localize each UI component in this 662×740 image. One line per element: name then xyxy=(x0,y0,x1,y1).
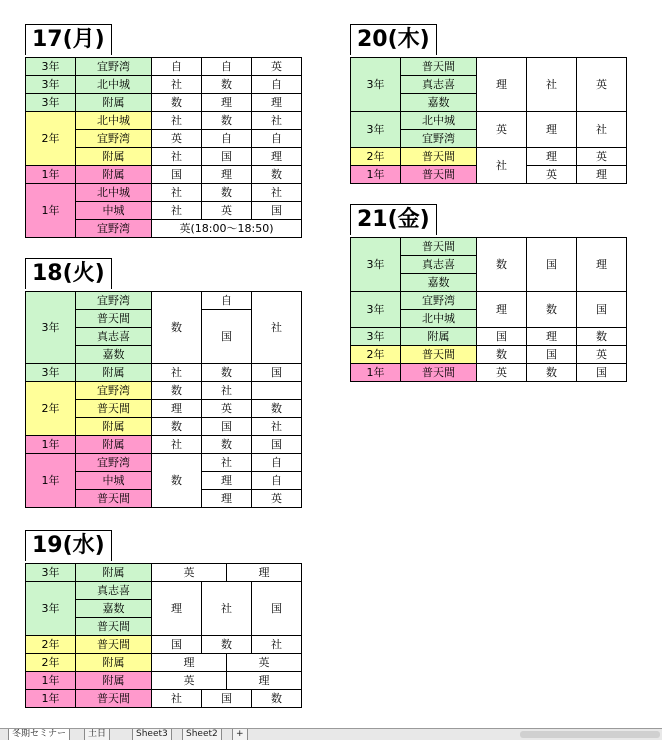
subject-cell[interactable]: 理 xyxy=(152,654,227,672)
subject-cell[interactable]: 社 xyxy=(252,418,302,436)
grade-cell[interactable]: 3年 xyxy=(351,328,401,346)
subject-cell[interactable]: 社 xyxy=(252,292,302,364)
day-title-fri: 21(金) xyxy=(350,204,437,235)
subject-cell[interactable]: 社 xyxy=(477,148,527,184)
grade-cell[interactable]: 3年 xyxy=(26,564,76,582)
subject-cell[interactable]: 理 xyxy=(202,166,252,184)
table-row xyxy=(351,112,627,130)
day-title-wed: 19(水) xyxy=(25,530,112,561)
grade-cell[interactable]: 1年 xyxy=(26,454,76,508)
subject-cell[interactable]: 英 xyxy=(202,400,252,418)
subject-cell[interactable]: 国 xyxy=(252,364,302,382)
grade-cell[interactable]: 2年 xyxy=(351,148,401,166)
subject-cell[interactable]: 社 xyxy=(202,582,252,636)
grade-cell[interactable]: 3年 xyxy=(351,238,401,292)
grade-cell[interactable]: 3年 xyxy=(26,582,76,636)
subject-cell[interactable]: 国 xyxy=(202,148,252,166)
subject-cell[interactable]: 国 xyxy=(202,690,252,708)
school-cell[interactable]: 北中城 xyxy=(76,184,152,202)
subject-cell[interactable] xyxy=(252,382,302,400)
subject-cell[interactable]: 理 xyxy=(227,672,302,690)
subject-cell[interactable]: 社 xyxy=(252,636,302,654)
subject-cell[interactable]: 社 xyxy=(152,690,202,708)
grade-cell[interactable]: 1年 xyxy=(26,166,76,184)
subject-cell[interactable]: 英 xyxy=(252,490,302,508)
day-title-mon: 17(月) xyxy=(25,24,112,55)
subject-cell[interactable]: 数 xyxy=(152,292,202,364)
grade-cell[interactable]: 3年 xyxy=(26,292,76,364)
school-cell[interactable]: 普天間 xyxy=(401,364,477,382)
school-cell[interactable]: 附属 xyxy=(76,672,152,690)
subject-cell[interactable]: 社 xyxy=(152,436,202,454)
subject-cell[interactable]: 英 xyxy=(227,654,302,672)
subject-cell[interactable]: 理 xyxy=(577,166,627,184)
grade-cell[interactable]: 1年 xyxy=(26,672,76,690)
subject-cell[interactable]: 英 xyxy=(202,202,252,220)
subject-cell[interactable]: 社 xyxy=(527,58,577,112)
school-cell[interactable]: 嘉数 xyxy=(76,600,152,618)
grade-cell[interactable]: 3年 xyxy=(351,292,401,328)
sheet-tab-sheet3[interactable]: Sheet3 xyxy=(132,729,172,740)
subject-cell[interactable]: 国 xyxy=(152,166,202,184)
school-cell[interactable]: 附属 xyxy=(76,436,152,454)
table-row xyxy=(26,184,302,202)
subject-cell[interactable]: 国 xyxy=(577,292,627,328)
grade-cell[interactable]: 3年 xyxy=(26,58,76,76)
sheet-tab-weekend[interactable]: 土日 xyxy=(84,729,110,740)
subject-cell[interactable]: 理 xyxy=(477,58,527,112)
schedule-table-fri xyxy=(350,237,627,382)
table-row xyxy=(351,292,627,310)
grade-cell[interactable]: 1年 xyxy=(26,436,76,454)
subject-cell[interactable]: 国 xyxy=(252,582,302,636)
subject-cell[interactable]: 数 xyxy=(527,364,577,382)
school-cell[interactable]: 附属 xyxy=(76,148,152,166)
subject-cell[interactable]: 英 xyxy=(152,672,227,690)
subject-cell[interactable]: 社 xyxy=(252,184,302,202)
subject-cell[interactable]: 社 xyxy=(152,76,202,94)
school-cell[interactable]: 普天間 xyxy=(76,690,152,708)
sheet-tab-winter-seminar[interactable]: 冬期セミナー xyxy=(8,729,70,740)
grade-cell[interactable]: 3年 xyxy=(26,94,76,112)
subject-cell[interactable]: 社 xyxy=(202,382,252,400)
subject-cell[interactable]: 理 xyxy=(227,564,302,582)
subject-cell[interactable]: 理 xyxy=(527,112,577,148)
school-cell[interactable]: 宜野湾 xyxy=(76,382,152,400)
school-cell[interactable]: 普天間 xyxy=(401,166,477,184)
table-row xyxy=(26,636,302,654)
school-cell[interactable]: 普天間 xyxy=(401,148,477,166)
table-row xyxy=(26,436,302,454)
subject-cell[interactable]: 社 xyxy=(152,148,202,166)
table-row xyxy=(26,690,302,708)
table-row xyxy=(26,58,302,76)
subject-cell[interactable]: 数 xyxy=(202,112,252,130)
subject-cell[interactable]: 英 xyxy=(577,58,627,112)
school-cell[interactable]: 真志喜 xyxy=(401,76,477,94)
sheet-tab-bar xyxy=(0,728,662,740)
school-cell[interactable]: 真志喜 xyxy=(76,328,152,346)
school-cell[interactable]: 北中城 xyxy=(401,112,477,130)
subject-cell[interactable]: 英 xyxy=(577,148,627,166)
subject-cell-merged[interactable]: 英(18:00〜18:50) xyxy=(152,220,302,238)
grade-cell[interactable]: 1年 xyxy=(26,184,76,238)
subject-cell[interactable]: 数 xyxy=(152,418,202,436)
subject-cell[interactable]: 数 xyxy=(152,382,202,400)
school-cell[interactable]: 中城 xyxy=(76,472,152,490)
subject-cell[interactable]: 数 xyxy=(202,76,252,94)
subject-cell[interactable]: 社 xyxy=(252,112,302,130)
table-row xyxy=(26,672,302,690)
subject-cell[interactable]: 数 xyxy=(202,364,252,382)
subject-cell[interactable]: 英 xyxy=(477,112,527,148)
grade-cell[interactable]: 3年 xyxy=(26,364,76,382)
subject-cell[interactable]: 自 xyxy=(252,130,302,148)
table-row xyxy=(351,364,627,382)
subject-cell[interactable]: 数 xyxy=(202,184,252,202)
table-row xyxy=(26,94,302,112)
subject-cell[interactable]: 数 xyxy=(252,400,302,418)
subject-cell[interactable]: 理 xyxy=(527,148,577,166)
subject-cell[interactable]: 国 xyxy=(527,346,577,364)
grade-cell[interactable]: 1年 xyxy=(351,166,401,184)
school-cell[interactable]: 中城 xyxy=(76,202,152,220)
subject-cell[interactable]: 英 xyxy=(152,130,202,148)
table-row xyxy=(26,166,302,184)
table-row xyxy=(26,364,302,382)
horizontal-scrollbar[interactable] xyxy=(520,731,660,738)
subject-cell[interactable]: 国 xyxy=(477,328,527,346)
grade-cell[interactable]: 2年 xyxy=(26,112,76,166)
subject-cell[interactable]: 自 xyxy=(202,292,252,310)
table-row xyxy=(26,564,302,582)
subject-cell[interactable]: 数 xyxy=(152,454,202,508)
subject-cell[interactable]: 社 xyxy=(577,112,627,148)
school-cell[interactable]: 嘉数 xyxy=(401,94,477,112)
grade-cell[interactable]: 1年 xyxy=(26,690,76,708)
grade-cell[interactable]: 3年 xyxy=(26,76,76,94)
subject-cell[interactable]: 自 xyxy=(202,58,252,76)
subject-cell[interactable]: 社 xyxy=(152,112,202,130)
add-sheet-button[interactable]: + xyxy=(232,729,248,740)
table-row xyxy=(26,382,302,400)
subject-cell[interactable]: 国 xyxy=(202,310,252,364)
subject-cell[interactable]: 理 xyxy=(202,490,252,508)
school-cell[interactable]: 普天間 xyxy=(401,346,477,364)
subject-cell[interactable]: 理 xyxy=(577,238,627,292)
subject-cell[interactable]: 理 xyxy=(152,582,202,636)
school-cell[interactable]: 真志喜 xyxy=(76,582,152,600)
subject-cell[interactable]: 理 xyxy=(527,328,577,346)
school-cell[interactable]: 嘉数 xyxy=(401,274,477,292)
schedule-table-tue xyxy=(25,291,302,508)
school-cell[interactable]: 真志喜 xyxy=(401,256,477,274)
subject-cell[interactable]: 数 xyxy=(252,690,302,708)
subject-cell[interactable]: 数 xyxy=(477,238,527,292)
school-cell[interactable]: 附属 xyxy=(76,418,152,436)
school-cell[interactable]: 附属 xyxy=(76,94,152,112)
subject-cell[interactable]: 英 xyxy=(477,364,527,382)
school-cell[interactable]: 普天間 xyxy=(76,310,152,328)
subject-cell[interactable]: 英 xyxy=(252,58,302,76)
subject-cell[interactable]: 自 xyxy=(252,76,302,94)
school-cell[interactable]: 宜野湾 xyxy=(76,292,152,310)
subject-cell[interactable]: 数 xyxy=(477,346,527,364)
school-cell[interactable]: 普天間 xyxy=(76,400,152,418)
school-cell[interactable]: 宜野湾 xyxy=(401,130,477,148)
table-row xyxy=(26,292,302,310)
school-cell[interactable]: 北中城 xyxy=(76,76,152,94)
school-cell[interactable]: 普天間 xyxy=(401,238,477,256)
grade-cell[interactable]: 2年 xyxy=(26,382,76,436)
subject-cell[interactable]: 数 xyxy=(202,636,252,654)
subject-cell[interactable]: 国 xyxy=(527,238,577,292)
subject-cell[interactable]: 理 xyxy=(202,94,252,112)
table-row xyxy=(26,76,302,94)
table-row xyxy=(351,346,627,364)
subject-cell[interactable]: 自 xyxy=(252,454,302,472)
subject-cell[interactable]: 理 xyxy=(252,148,302,166)
schedule-table-thu xyxy=(350,57,627,184)
school-cell[interactable]: 附属 xyxy=(76,364,152,382)
subject-cell[interactable]: 数 xyxy=(527,292,577,328)
table-row xyxy=(351,328,627,346)
table-row xyxy=(351,148,627,166)
subject-cell[interactable]: 英 xyxy=(577,346,627,364)
grade-cell[interactable]: 2年 xyxy=(26,636,76,654)
subject-cell[interactable]: 自 xyxy=(202,130,252,148)
day-title-thu: 20(木) xyxy=(350,24,437,55)
subject-cell[interactable]: 国 xyxy=(252,202,302,220)
subject-cell[interactable]: 国 xyxy=(152,636,202,654)
school-cell[interactable]: 宜野湾 xyxy=(76,454,152,472)
school-cell[interactable]: 附属 xyxy=(401,328,477,346)
table-row xyxy=(351,58,627,76)
school-cell[interactable]: 附属 xyxy=(76,654,152,672)
subject-cell[interactable]: 英 xyxy=(527,166,577,184)
subject-cell[interactable]: 国 xyxy=(577,364,627,382)
subject-cell[interactable]: 社 xyxy=(152,202,202,220)
subject-cell[interactable]: 数 xyxy=(202,436,252,454)
grade-cell[interactable]: 3年 xyxy=(351,112,401,148)
school-cell[interactable]: 嘉数 xyxy=(76,346,152,364)
subject-cell[interactable]: 理 xyxy=(202,472,252,490)
school-cell[interactable]: 宜野湾 xyxy=(401,292,477,310)
day-title-tue: 18(火) xyxy=(25,258,112,289)
school-cell[interactable]: 宜野湾 xyxy=(76,130,152,148)
grade-cell[interactable]: 3年 xyxy=(351,58,401,112)
school-cell[interactable]: 北中城 xyxy=(401,310,477,328)
subject-cell[interactable]: 社 xyxy=(202,454,252,472)
table-row xyxy=(26,654,302,672)
grade-cell[interactable]: 1年 xyxy=(351,364,401,382)
school-cell[interactable]: 宜野湾 xyxy=(76,58,152,76)
school-cell[interactable]: 附属 xyxy=(76,564,152,582)
subject-cell[interactable]: 社 xyxy=(152,364,202,382)
subject-cell[interactable]: 数 xyxy=(152,94,202,112)
school-cell[interactable]: 附属 xyxy=(76,166,152,184)
subject-cell[interactable]: 理 xyxy=(152,400,202,418)
subject-cell[interactable]: 国 xyxy=(252,436,302,454)
school-cell[interactable]: 普天間 xyxy=(76,490,152,508)
table-row xyxy=(351,238,627,256)
subject-cell[interactable]: 数 xyxy=(252,166,302,184)
subject-cell[interactable]: 自 xyxy=(252,472,302,490)
school-cell[interactable]: 北中城 xyxy=(76,112,152,130)
table-row xyxy=(26,582,302,600)
school-cell[interactable]: 普天間 xyxy=(76,618,152,636)
grade-cell[interactable]: 2年 xyxy=(351,346,401,364)
subject-cell[interactable]: 数 xyxy=(577,328,627,346)
subject-cell[interactable]: 英 xyxy=(152,564,227,582)
sheet-tab-sheet2[interactable]: Sheet2 xyxy=(182,729,222,740)
subject-cell[interactable]: 理 xyxy=(477,292,527,328)
table-row xyxy=(26,454,302,472)
subject-cell[interactable]: 理 xyxy=(252,94,302,112)
grade-cell[interactable]: 2年 xyxy=(26,654,76,672)
school-cell[interactable]: 普天間 xyxy=(76,636,152,654)
school-cell[interactable]: 宜野湾 xyxy=(76,220,152,238)
subject-cell[interactable]: 国 xyxy=(202,418,252,436)
school-cell[interactable]: 普天間 xyxy=(401,58,477,76)
subject-cell[interactable]: 社 xyxy=(152,184,202,202)
subject-cell[interactable]: 自 xyxy=(152,58,202,76)
schedule-table-mon xyxy=(25,57,302,238)
schedule-table-wed xyxy=(25,563,302,708)
table-row xyxy=(26,112,302,130)
